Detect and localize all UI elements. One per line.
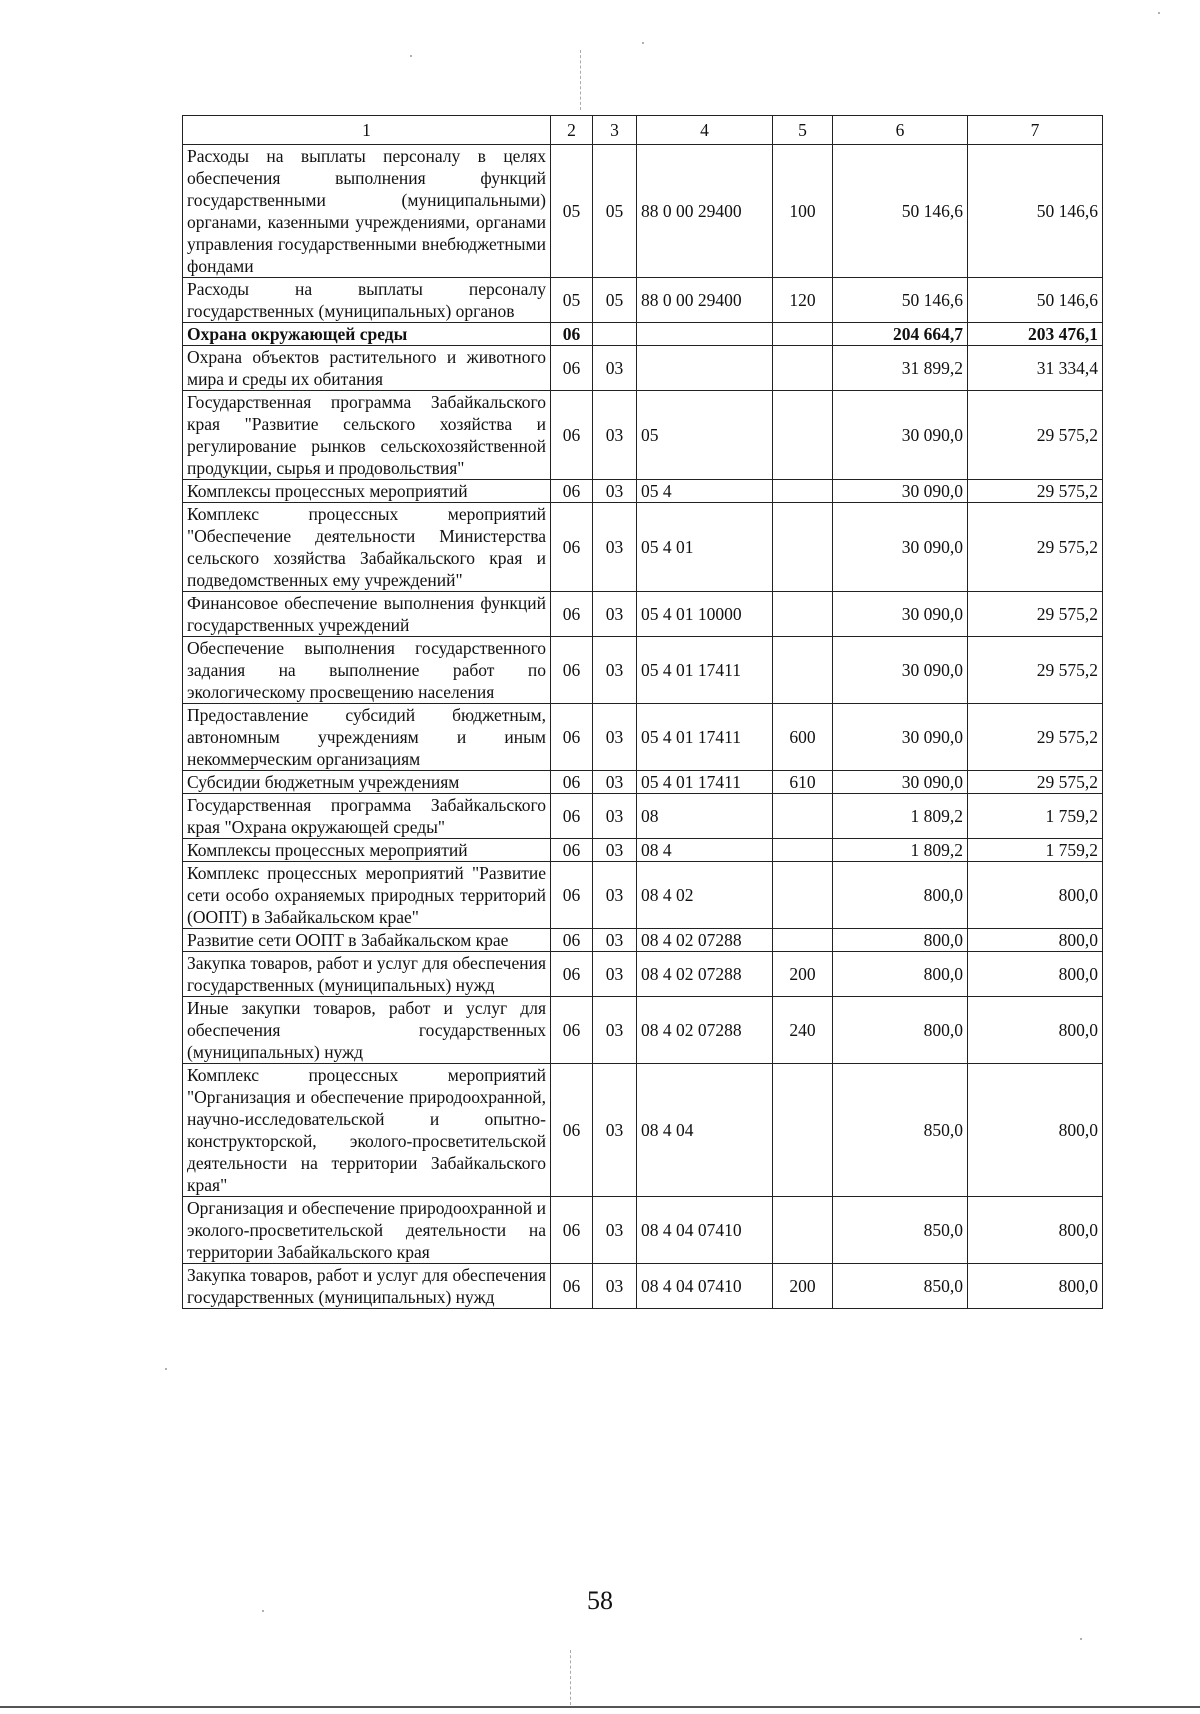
budget-table — [182, 115, 1103, 1309]
subsection-code-cell: 03 — [593, 952, 637, 997]
table-header-row — [183, 116, 1103, 145]
column-header: 4 — [637, 116, 773, 145]
amount-year2-cell: 29 575,2 — [968, 771, 1103, 794]
section-code-cell: 05 — [551, 145, 593, 278]
section-code-cell: 06 — [551, 1197, 593, 1264]
amount-year2-cell: 29 575,2 — [968, 592, 1103, 637]
amount-year2-cell: 50 146,6 — [968, 145, 1103, 278]
expense-name-cell: Комплекс процессных мероприятий "Обеспечение деятельности Министерства сельского хозяйства Забайкальского края и подведомственных ему учреждений" — [183, 503, 551, 592]
target-article-cell — [637, 346, 773, 391]
scan-edge-line — [0, 1706, 1200, 1708]
expense-type-cell — [773, 637, 833, 704]
subsection-code-cell: 05 — [593, 145, 637, 278]
section-code-cell: 06 — [551, 862, 593, 929]
target-article-cell: 88 0 00 29400 — [637, 278, 773, 323]
table-row — [183, 346, 1103, 391]
table-row — [183, 503, 1103, 592]
subsection-code-cell: 03 — [593, 480, 637, 503]
amount-year1-cell: 30 090,0 — [833, 391, 968, 480]
expense-type-cell: 240 — [773, 997, 833, 1064]
amount-year1-cell: 30 090,0 — [833, 480, 968, 503]
expense-name-cell: Обеспечение выполнения государственного задания на выполнение работ по экологическому просвещению населения — [183, 637, 551, 704]
table-row — [183, 592, 1103, 637]
table-body — [183, 145, 1103, 1309]
section-code-cell: 06 — [551, 997, 593, 1064]
subsection-code-cell: 03 — [593, 637, 637, 704]
scan-artifact — [410, 55, 412, 57]
subsection-code-cell: 03 — [593, 1197, 637, 1264]
amount-year2-cell: 29 575,2 — [968, 480, 1103, 503]
expense-type-cell — [773, 1064, 833, 1197]
subsection-code-cell: 03 — [593, 794, 637, 839]
scan-artifact — [165, 1368, 167, 1370]
section-code-cell: 05 — [551, 278, 593, 323]
subsection-code-cell: 03 — [593, 997, 637, 1064]
amount-year2-cell: 29 575,2 — [968, 503, 1103, 592]
target-article-cell: 08 4 02 — [637, 862, 773, 929]
expense-name-cell: Государственная программа Забайкальского края "Охрана окружающей среды" — [183, 794, 551, 839]
section-code-cell: 06 — [551, 391, 593, 480]
target-article-cell: 08 4 02 07288 — [637, 952, 773, 997]
table-row — [183, 704, 1103, 771]
table-row — [183, 839, 1103, 862]
target-article-cell: 08 4 — [637, 839, 773, 862]
section-code-cell: 06 — [551, 637, 593, 704]
expense-name-cell: Закупка товаров, работ и услуг для обеспечения государственных (муниципальных) нужд — [183, 1264, 551, 1309]
table-row — [183, 145, 1103, 278]
expense-name-cell: Субсидии бюджетным учреждениям — [183, 771, 551, 794]
target-article-cell: 08 4 02 07288 — [637, 997, 773, 1064]
section-code-cell: 06 — [551, 480, 593, 503]
scan-artifact — [642, 42, 644, 44]
expense-name-cell: Комплекс процессных мероприятий "Организация и обеспечение природоохранной, научно-исследовательской и опытно-конструкторской, эколого-просветительской деятельности на территории Забайкальского края" — [183, 1064, 551, 1197]
column-header: 6 — [833, 116, 968, 145]
subsection-code-cell: 03 — [593, 862, 637, 929]
table-row — [183, 929, 1103, 952]
scan-artifact — [570, 1650, 571, 1705]
scan-artifact — [1158, 12, 1160, 14]
section-code-cell: 06 — [551, 323, 593, 346]
amount-year1-cell: 800,0 — [833, 929, 968, 952]
column-header: 7 — [968, 116, 1103, 145]
subsection-code-cell — [593, 323, 637, 346]
scan-artifact — [1080, 1638, 1082, 1640]
amount-year1-cell: 800,0 — [833, 862, 968, 929]
amount-year2-cell: 800,0 — [968, 929, 1103, 952]
subsection-code-cell: 03 — [593, 391, 637, 480]
amount-year1-cell: 30 090,0 — [833, 704, 968, 771]
amount-year1-cell: 31 899,2 — [833, 346, 968, 391]
amount-year2-cell: 800,0 — [968, 1197, 1103, 1264]
expense-type-cell: 100 — [773, 145, 833, 278]
amount-year2-cell: 800,0 — [968, 1064, 1103, 1197]
amount-year2-cell: 800,0 — [968, 952, 1103, 997]
expense-name-cell: Государственная программа Забайкальского края "Развитие сельского хозяйства и регулирование рынков сельскохозяйственной продукции, сырья и продовольствия" — [183, 391, 551, 480]
scan-artifact — [580, 50, 581, 110]
expense-name-cell: Расходы на выплаты персоналу в целях обеспечения выполнения функций государственными (муниципальными) органами, казенными учреждениями, органами управления государственными внебюджетными фондами — [183, 145, 551, 278]
table-row — [183, 1064, 1103, 1197]
amount-year2-cell: 1 759,2 — [968, 839, 1103, 862]
table-row — [183, 1264, 1103, 1309]
section-code-cell: 06 — [551, 592, 593, 637]
expense-name-cell: Комплексы процессных мероприятий — [183, 480, 551, 503]
amount-year1-cell: 850,0 — [833, 1264, 968, 1309]
section-code-cell: 06 — [551, 794, 593, 839]
section-code-cell: 06 — [551, 952, 593, 997]
amount-year2-cell: 800,0 — [968, 1264, 1103, 1309]
expense-name-cell: Охрана объектов растительного и животного мира и среды их обитания — [183, 346, 551, 391]
amount-year2-cell: 29 575,2 — [968, 637, 1103, 704]
target-article-cell: 08 4 04 07410 — [637, 1197, 773, 1264]
section-code-cell: 06 — [551, 1064, 593, 1197]
table-row — [183, 997, 1103, 1064]
subsection-code-cell: 03 — [593, 1064, 637, 1197]
column-header: 1 — [183, 116, 551, 145]
amount-year1-cell: 800,0 — [833, 952, 968, 997]
target-article-cell: 05 — [637, 391, 773, 480]
expense-type-cell — [773, 862, 833, 929]
subsection-code-cell: 03 — [593, 929, 637, 952]
table-row — [183, 794, 1103, 839]
expense-name-cell: Охрана окружающей среды — [183, 323, 551, 346]
target-article-cell: 08 4 04 — [637, 1064, 773, 1197]
target-article-cell: 05 4 01 17411 — [637, 771, 773, 794]
target-article-cell: 05 4 01 17411 — [637, 704, 773, 771]
target-article-cell: 88 0 00 29400 — [637, 145, 773, 278]
amount-year1-cell: 30 090,0 — [833, 771, 968, 794]
table-row — [183, 323, 1103, 346]
column-header: 3 — [593, 116, 637, 145]
section-code-cell: 06 — [551, 503, 593, 592]
target-article-cell — [637, 323, 773, 346]
expense-type-cell: 610 — [773, 771, 833, 794]
section-code-cell: 06 — [551, 1264, 593, 1309]
expense-type-cell: 600 — [773, 704, 833, 771]
section-code-cell: 06 — [551, 704, 593, 771]
target-article-cell: 05 4 01 — [637, 503, 773, 592]
amount-year2-cell: 50 146,6 — [968, 278, 1103, 323]
section-code-cell: 06 — [551, 839, 593, 862]
subsection-code-cell: 05 — [593, 278, 637, 323]
amount-year2-cell: 1 759,2 — [968, 794, 1103, 839]
table-row — [183, 637, 1103, 704]
expense-type-cell — [773, 1197, 833, 1264]
section-code-cell: 06 — [551, 929, 593, 952]
amount-year1-cell: 50 146,6 — [833, 145, 968, 278]
section-code-cell: 06 — [551, 771, 593, 794]
table-row — [183, 278, 1103, 323]
expense-type-cell: 200 — [773, 1264, 833, 1309]
target-article-cell: 08 — [637, 794, 773, 839]
target-article-cell: 05 4 01 10000 — [637, 592, 773, 637]
subsection-code-cell: 03 — [593, 503, 637, 592]
column-header: 2 — [551, 116, 593, 145]
column-header: 5 — [773, 116, 833, 145]
table-row — [183, 480, 1103, 503]
subsection-code-cell: 03 — [593, 1264, 637, 1309]
expense-name-cell: Развитие сети ООПТ в Забайкальском крае — [183, 929, 551, 952]
amount-year1-cell: 1 809,2 — [833, 794, 968, 839]
amount-year2-cell: 29 575,2 — [968, 391, 1103, 480]
expense-name-cell: Комплекс процессных мероприятий "Развитие сети особо охраняемых природных территорий (ООПТ) в Забайкальском крае" — [183, 862, 551, 929]
subsection-code-cell: 03 — [593, 771, 637, 794]
target-article-cell: 08 4 04 07410 — [637, 1264, 773, 1309]
expense-type-cell — [773, 929, 833, 952]
expense-name-cell: Комплексы процессных мероприятий — [183, 839, 551, 862]
expense-type-cell: 200 — [773, 952, 833, 997]
table-row — [183, 862, 1103, 929]
amount-year1-cell: 800,0 — [833, 997, 968, 1064]
expense-type-cell — [773, 794, 833, 839]
amount-year1-cell: 30 090,0 — [833, 637, 968, 704]
amount-year2-cell: 800,0 — [968, 997, 1103, 1064]
expense-type-cell — [773, 346, 833, 391]
expense-type-cell — [773, 323, 833, 346]
expense-type-cell — [773, 391, 833, 480]
expense-type-cell — [773, 592, 833, 637]
amount-year1-cell: 30 090,0 — [833, 592, 968, 637]
amount-year2-cell: 31 334,4 — [968, 346, 1103, 391]
amount-year1-cell: 204 664,7 — [833, 323, 968, 346]
expense-name-cell: Иные закупки товаров, работ и услуг для обеспечения государственных (муниципальных) нужд — [183, 997, 551, 1064]
expense-name-cell: Финансовое обеспечение выполнения функций государственных учреждений — [183, 592, 551, 637]
target-article-cell: 05 4 01 17411 — [637, 637, 773, 704]
amount-year1-cell: 50 146,6 — [833, 278, 968, 323]
subsection-code-cell: 03 — [593, 346, 637, 391]
amount-year1-cell: 850,0 — [833, 1064, 968, 1197]
expense-name-cell: Закупка товаров, работ и услуг для обеспечения государственных (муниципальных) нужд — [183, 952, 551, 997]
amount-year2-cell: 29 575,2 — [968, 704, 1103, 771]
target-article-cell: 08 4 02 07288 — [637, 929, 773, 952]
expense-type-cell: 120 — [773, 278, 833, 323]
expense-type-cell — [773, 503, 833, 592]
section-code-cell: 06 — [551, 346, 593, 391]
table-row — [183, 771, 1103, 794]
amount-year1-cell: 30 090,0 — [833, 503, 968, 592]
expense-name-cell: Расходы на выплаты персоналу государственных (муниципальных) органов — [183, 278, 551, 323]
expense-type-cell — [773, 480, 833, 503]
amount-year1-cell: 850,0 — [833, 1197, 968, 1264]
expense-type-cell — [773, 839, 833, 862]
target-article-cell: 05 4 — [637, 480, 773, 503]
subsection-code-cell: 03 — [593, 704, 637, 771]
table-row — [183, 952, 1103, 997]
table-row — [183, 391, 1103, 480]
expense-name-cell: Предоставление субсидий бюджетным, автономным учреждениям и иным некоммерческим организациям — [183, 704, 551, 771]
subsection-code-cell: 03 — [593, 592, 637, 637]
subsection-code-cell: 03 — [593, 839, 637, 862]
amount-year1-cell: 1 809,2 — [833, 839, 968, 862]
page-number: 58 — [587, 1586, 613, 1615]
amount-year2-cell: 800,0 — [968, 862, 1103, 929]
expense-name-cell: Организация и обеспечение природоохранной и эколого-просветительской деятельности на территории Забайкальского края — [183, 1197, 551, 1264]
amount-year2-cell: 203 476,1 — [968, 323, 1103, 346]
table-row — [183, 1197, 1103, 1264]
